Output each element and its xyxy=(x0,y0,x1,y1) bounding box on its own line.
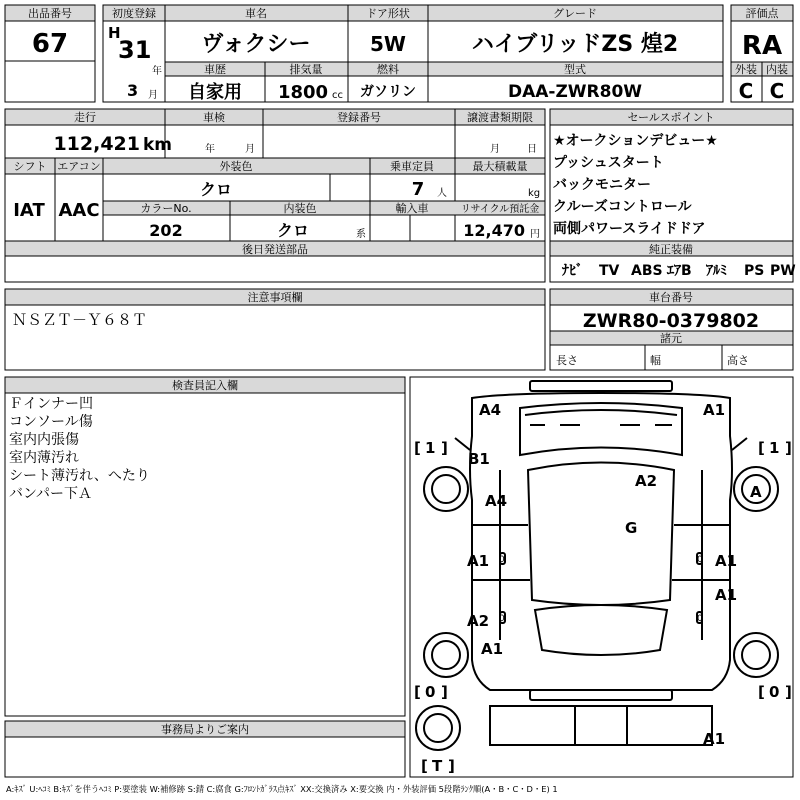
damage-mark: A1 xyxy=(703,730,726,748)
tire-bracket: [ xyxy=(421,757,428,775)
inspector-line: コンソール傷 xyxy=(9,414,93,430)
panel-mark: 0 xyxy=(499,555,505,565)
sales-point-item: クルーズコントロール xyxy=(553,199,692,215)
damage-mark: A1 xyxy=(715,586,738,604)
inspector-line: Ｆインナー凹 xyxy=(9,396,93,412)
lot-no-label: 出品番号 xyxy=(28,7,72,20)
width-label: 幅 xyxy=(650,354,661,367)
equipment-item: TV xyxy=(599,263,620,279)
inspector-label: 検査員記入欄 xyxy=(172,379,238,392)
tire-count: 0 xyxy=(769,683,780,701)
notes-text: ＮＳＺＴ－Ｙ６８Ｔ xyxy=(12,311,148,329)
mileage-unit: km xyxy=(143,135,173,155)
equipment-item: ﾅﾋﾞ xyxy=(562,263,583,279)
chassis-number: ZWR80-0379802 xyxy=(582,310,760,332)
tire-bracket: [ xyxy=(414,439,421,457)
displacement-unit: cc xyxy=(332,90,343,101)
grade: ハイブリッドZS 煌2 xyxy=(471,32,679,57)
grade-label: グレード xyxy=(553,7,597,20)
tire-bracket: [ xyxy=(758,439,765,457)
length-label: 長さ xyxy=(556,354,578,367)
equipment-item: PS xyxy=(744,263,765,279)
damage-mark: A1 xyxy=(703,401,726,419)
reg-month-unit: 月 xyxy=(148,90,158,101)
recycle-unit: 円 xyxy=(530,229,540,240)
int-label: 内装 xyxy=(766,63,788,76)
shift: IAT xyxy=(13,200,45,221)
transfer-month-unit: 月 xyxy=(490,144,500,155)
tire-bracket: [ xyxy=(414,683,421,701)
displacement-label: 排気量 xyxy=(289,63,323,76)
recycle-label: リサイクル預託金 xyxy=(460,204,540,215)
tire-bracket: ] xyxy=(441,683,448,701)
transfer-day-unit: 日 xyxy=(527,144,537,155)
history: 自家用 xyxy=(188,82,242,103)
chassis-label: 車台番号 xyxy=(649,291,693,304)
spare-tire-label: T xyxy=(432,757,443,775)
reg-year: 31 xyxy=(118,36,152,64)
tire-count: 0 xyxy=(425,683,436,701)
ext-label: 外装 xyxy=(735,63,757,76)
spec-label: 諸元 xyxy=(660,332,682,345)
load-unit: kg xyxy=(528,188,541,199)
ext-score: C xyxy=(738,79,754,103)
legend: A:ｷｽﾞ U:ﾍｺﾐ B:ｷｽﾞを伴うﾍｺﾐ P:要塗装 W:補修跡 S:錆 C:腐食 G:ﾌﾛﾝﾄｶﾞﾗｽ点ｷｽﾞ XX:交換済み X:要交換 内・外装評価 5段階ﾗﾝｸ順(A・B・C・D・E) 1 xyxy=(6,784,558,794)
door-type: 5W xyxy=(370,32,406,56)
tire-count: 1 xyxy=(425,439,436,457)
import-label: 輸入車 xyxy=(395,202,429,215)
height-label: 高さ xyxy=(727,354,749,367)
model: DAA-ZWR80W xyxy=(507,82,643,102)
lot-no: 67 xyxy=(31,29,69,59)
capacity-unit: 人 xyxy=(437,188,447,199)
damage-mark: A1 xyxy=(467,552,490,570)
reg-year-unit: 年 xyxy=(152,66,162,77)
tire-bracket: ] xyxy=(441,439,448,457)
damage-mark: A1 xyxy=(715,552,738,570)
displacement: 1800 xyxy=(277,82,329,103)
int-score: C xyxy=(769,79,785,103)
transfer-label: 譲渡書類期限 xyxy=(467,111,533,124)
car-name-label: 車名 xyxy=(245,7,267,20)
car-name: ヴォクシー xyxy=(201,32,311,57)
sales-point-item: プッシュスタート xyxy=(553,155,664,171)
notes-label: 注意事項欄 xyxy=(247,291,303,304)
sales-point-item: バックモニター xyxy=(553,177,651,193)
damage-mark: A4 xyxy=(479,401,502,419)
tire-count: 1 xyxy=(769,439,780,457)
damage-mark: B1 xyxy=(468,450,490,468)
int-color-suffix: 系 xyxy=(356,229,366,240)
int-color-label: 内装色 xyxy=(283,202,317,215)
damage-mark: A4 xyxy=(485,492,508,510)
era-letter: H xyxy=(108,24,121,42)
load-label: 最大積載量 xyxy=(472,160,528,173)
door-label: ドア形状 xyxy=(366,7,410,20)
color: クロ xyxy=(199,180,233,199)
color-no-label: カラーNo. xyxy=(140,202,192,215)
damage-mark: G xyxy=(625,519,638,537)
score: RA xyxy=(741,31,783,61)
capacity: 7 xyxy=(411,179,425,200)
later-parts-label: 後日発送部品 xyxy=(242,243,308,256)
inspection-label: 車検 xyxy=(203,111,225,124)
sales-point-item: 両側パワースライドドア xyxy=(553,221,706,237)
equipment-item: ｴｱB xyxy=(667,263,692,279)
damage-mark: A xyxy=(750,483,762,501)
panel-mark: 0 xyxy=(697,555,703,565)
model-label: 型式 xyxy=(564,63,586,76)
tire-bracket: ] xyxy=(785,683,792,701)
damage-mark: A2 xyxy=(467,612,490,630)
reg-no-label: 登録番号 xyxy=(337,111,381,124)
equipment-item: ABS xyxy=(631,263,663,279)
equipment-label: 純正装備 xyxy=(649,243,693,256)
tire-bracket: [ xyxy=(758,683,765,701)
tire-bracket: ] xyxy=(448,757,455,775)
score-label: 評価点 xyxy=(745,7,779,20)
damage-mark: A2 xyxy=(635,472,658,490)
sales-point-item: ★オークションデビュー★ xyxy=(553,133,718,149)
equipment-item: ｱﾙﾐ xyxy=(706,263,727,279)
color-no: 202 xyxy=(149,221,183,240)
insp-year-unit: 年 xyxy=(205,144,215,155)
tire-bracket: ] xyxy=(785,439,792,457)
damage-mark: A1 xyxy=(481,640,504,658)
mileage: 112,421 xyxy=(53,133,140,155)
capacity-label: 乗車定員 xyxy=(390,160,434,173)
recycle: 12,470 xyxy=(463,221,525,240)
inspector-line: シート薄汚れ、へたり xyxy=(9,468,150,484)
ac: AAC xyxy=(58,200,100,221)
reg-month: 3 xyxy=(127,81,139,100)
fuel: ガソリン xyxy=(360,84,416,100)
inspector-line: 室内内張傷 xyxy=(9,432,79,448)
fuel-label: 燃料 xyxy=(377,63,399,76)
history-label: 車歴 xyxy=(204,63,226,76)
first-reg-label: 初度登録 xyxy=(112,7,156,20)
ac-label: エアコン xyxy=(57,160,101,173)
office-label: 事務局よりご案内 xyxy=(161,723,249,736)
panel-mark: 0 xyxy=(499,614,505,624)
inspector-line: バンパー下Ａ xyxy=(9,486,93,502)
insp-month-unit: 月 xyxy=(245,144,255,155)
shift-label: シフト xyxy=(13,160,47,173)
equipment-item: PW xyxy=(770,263,796,279)
inspector-line: 室内薄汚れ xyxy=(9,450,79,466)
sales-points-label: セールスポイント xyxy=(627,111,715,124)
color-label: 外装色 xyxy=(219,160,253,173)
int-color: クロ xyxy=(276,221,310,240)
panel-mark: 0 xyxy=(697,614,703,624)
mileage-label: 走行 xyxy=(74,111,96,124)
